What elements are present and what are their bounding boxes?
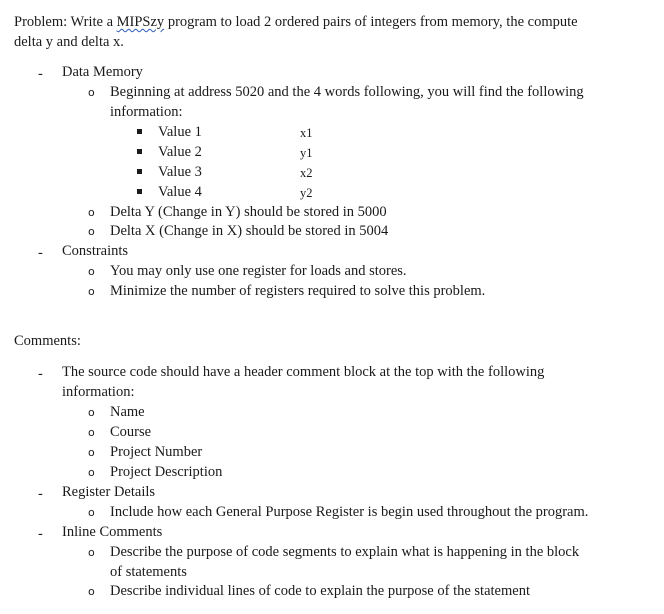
bullet-circle: o (88, 466, 95, 479)
value-3-var: x2 (300, 166, 313, 180)
value-2-label: Value 2 (158, 144, 202, 160)
data-memory-heading: Data Memory (62, 64, 143, 80)
bullet-circle: o (88, 446, 95, 459)
bullet-square (137, 169, 142, 174)
value-4-label: Value 4 (158, 184, 202, 200)
header-item-course: Course (110, 424, 152, 440)
bullet-circle: o (88, 506, 95, 519)
bullet-circle: o (88, 426, 95, 439)
inline-comments-heading: Inline Comments (62, 524, 163, 540)
inline-comments-item-2: Describe individual lines of code to explain the purpose of the statement (110, 583, 530, 599)
header-item-project-number: Project Number (110, 444, 203, 460)
delta-y-item: Delta Y (Change in Y) should be stored in 5000 (110, 204, 387, 220)
bullet-circle: o (88, 265, 95, 278)
bullet-circle: o (88, 406, 95, 419)
bullet-circle: o (88, 206, 95, 219)
delta-x-item: Delta X (Change in X) should be stored in 5004 (110, 223, 389, 239)
register-details-item: Include how each General Purpose Register is begin used throughout the program. (110, 504, 589, 520)
problem-misspelled-word: MIPSzy (116, 14, 165, 30)
inline-comments-item-1: Describe the purpose of code segments to explain what is happening in the block (110, 544, 580, 560)
value-4-var: y2 (300, 186, 313, 200)
bullet-circle: o (88, 225, 95, 238)
header-block-text-line2: information: (62, 384, 135, 400)
inline-comments-item-1-line2: of statements (110, 564, 187, 580)
data-memory-intro-line2: information: (110, 104, 183, 120)
constraints-heading: Constraints (62, 243, 129, 259)
problem-text-start: Problem: Write a (14, 14, 117, 30)
bullet-circle: o (88, 585, 95, 598)
bullet-dash: - (38, 66, 43, 82)
problem-statement (14, 12, 578, 32)
header-block-text: The source code should have a header comment block at the top with the following (62, 364, 545, 380)
bullet-dash: - (38, 526, 43, 542)
data-memory-intro: Beginning at address 5020 and the 4 words following, you will find the following (110, 84, 584, 100)
comments-heading: Comments: (14, 333, 81, 349)
header-item-project-description: Project Description (110, 464, 223, 480)
constraint-item-1: You may only use one register for loads and stores. (110, 263, 407, 279)
problem-text-end: program to load 2 ordered pairs of integers from memory, the compute (164, 14, 578, 30)
value-3-label: Value 3 (158, 164, 202, 180)
bullet-dash: - (38, 486, 43, 502)
bullet-square (137, 149, 142, 154)
bullet-square (137, 129, 142, 134)
problem-statement-line2: delta y and delta x. (14, 34, 124, 50)
register-details-heading: Register Details (62, 484, 156, 500)
bullet-circle: o (88, 285, 95, 298)
bullet-dash: - (38, 366, 43, 382)
header-item-name: Name (110, 404, 145, 420)
bullet-circle: o (88, 86, 95, 99)
value-2-var: y1 (300, 146, 313, 160)
bullet-dash: - (38, 245, 43, 261)
constraint-item-2: Minimize the number of registers required to solve this problem. (110, 283, 486, 299)
bullet-square (137, 189, 142, 194)
value-1-var: x1 (300, 126, 313, 140)
value-1-label: Value 1 (158, 124, 202, 140)
bullet-circle: o (88, 546, 95, 559)
